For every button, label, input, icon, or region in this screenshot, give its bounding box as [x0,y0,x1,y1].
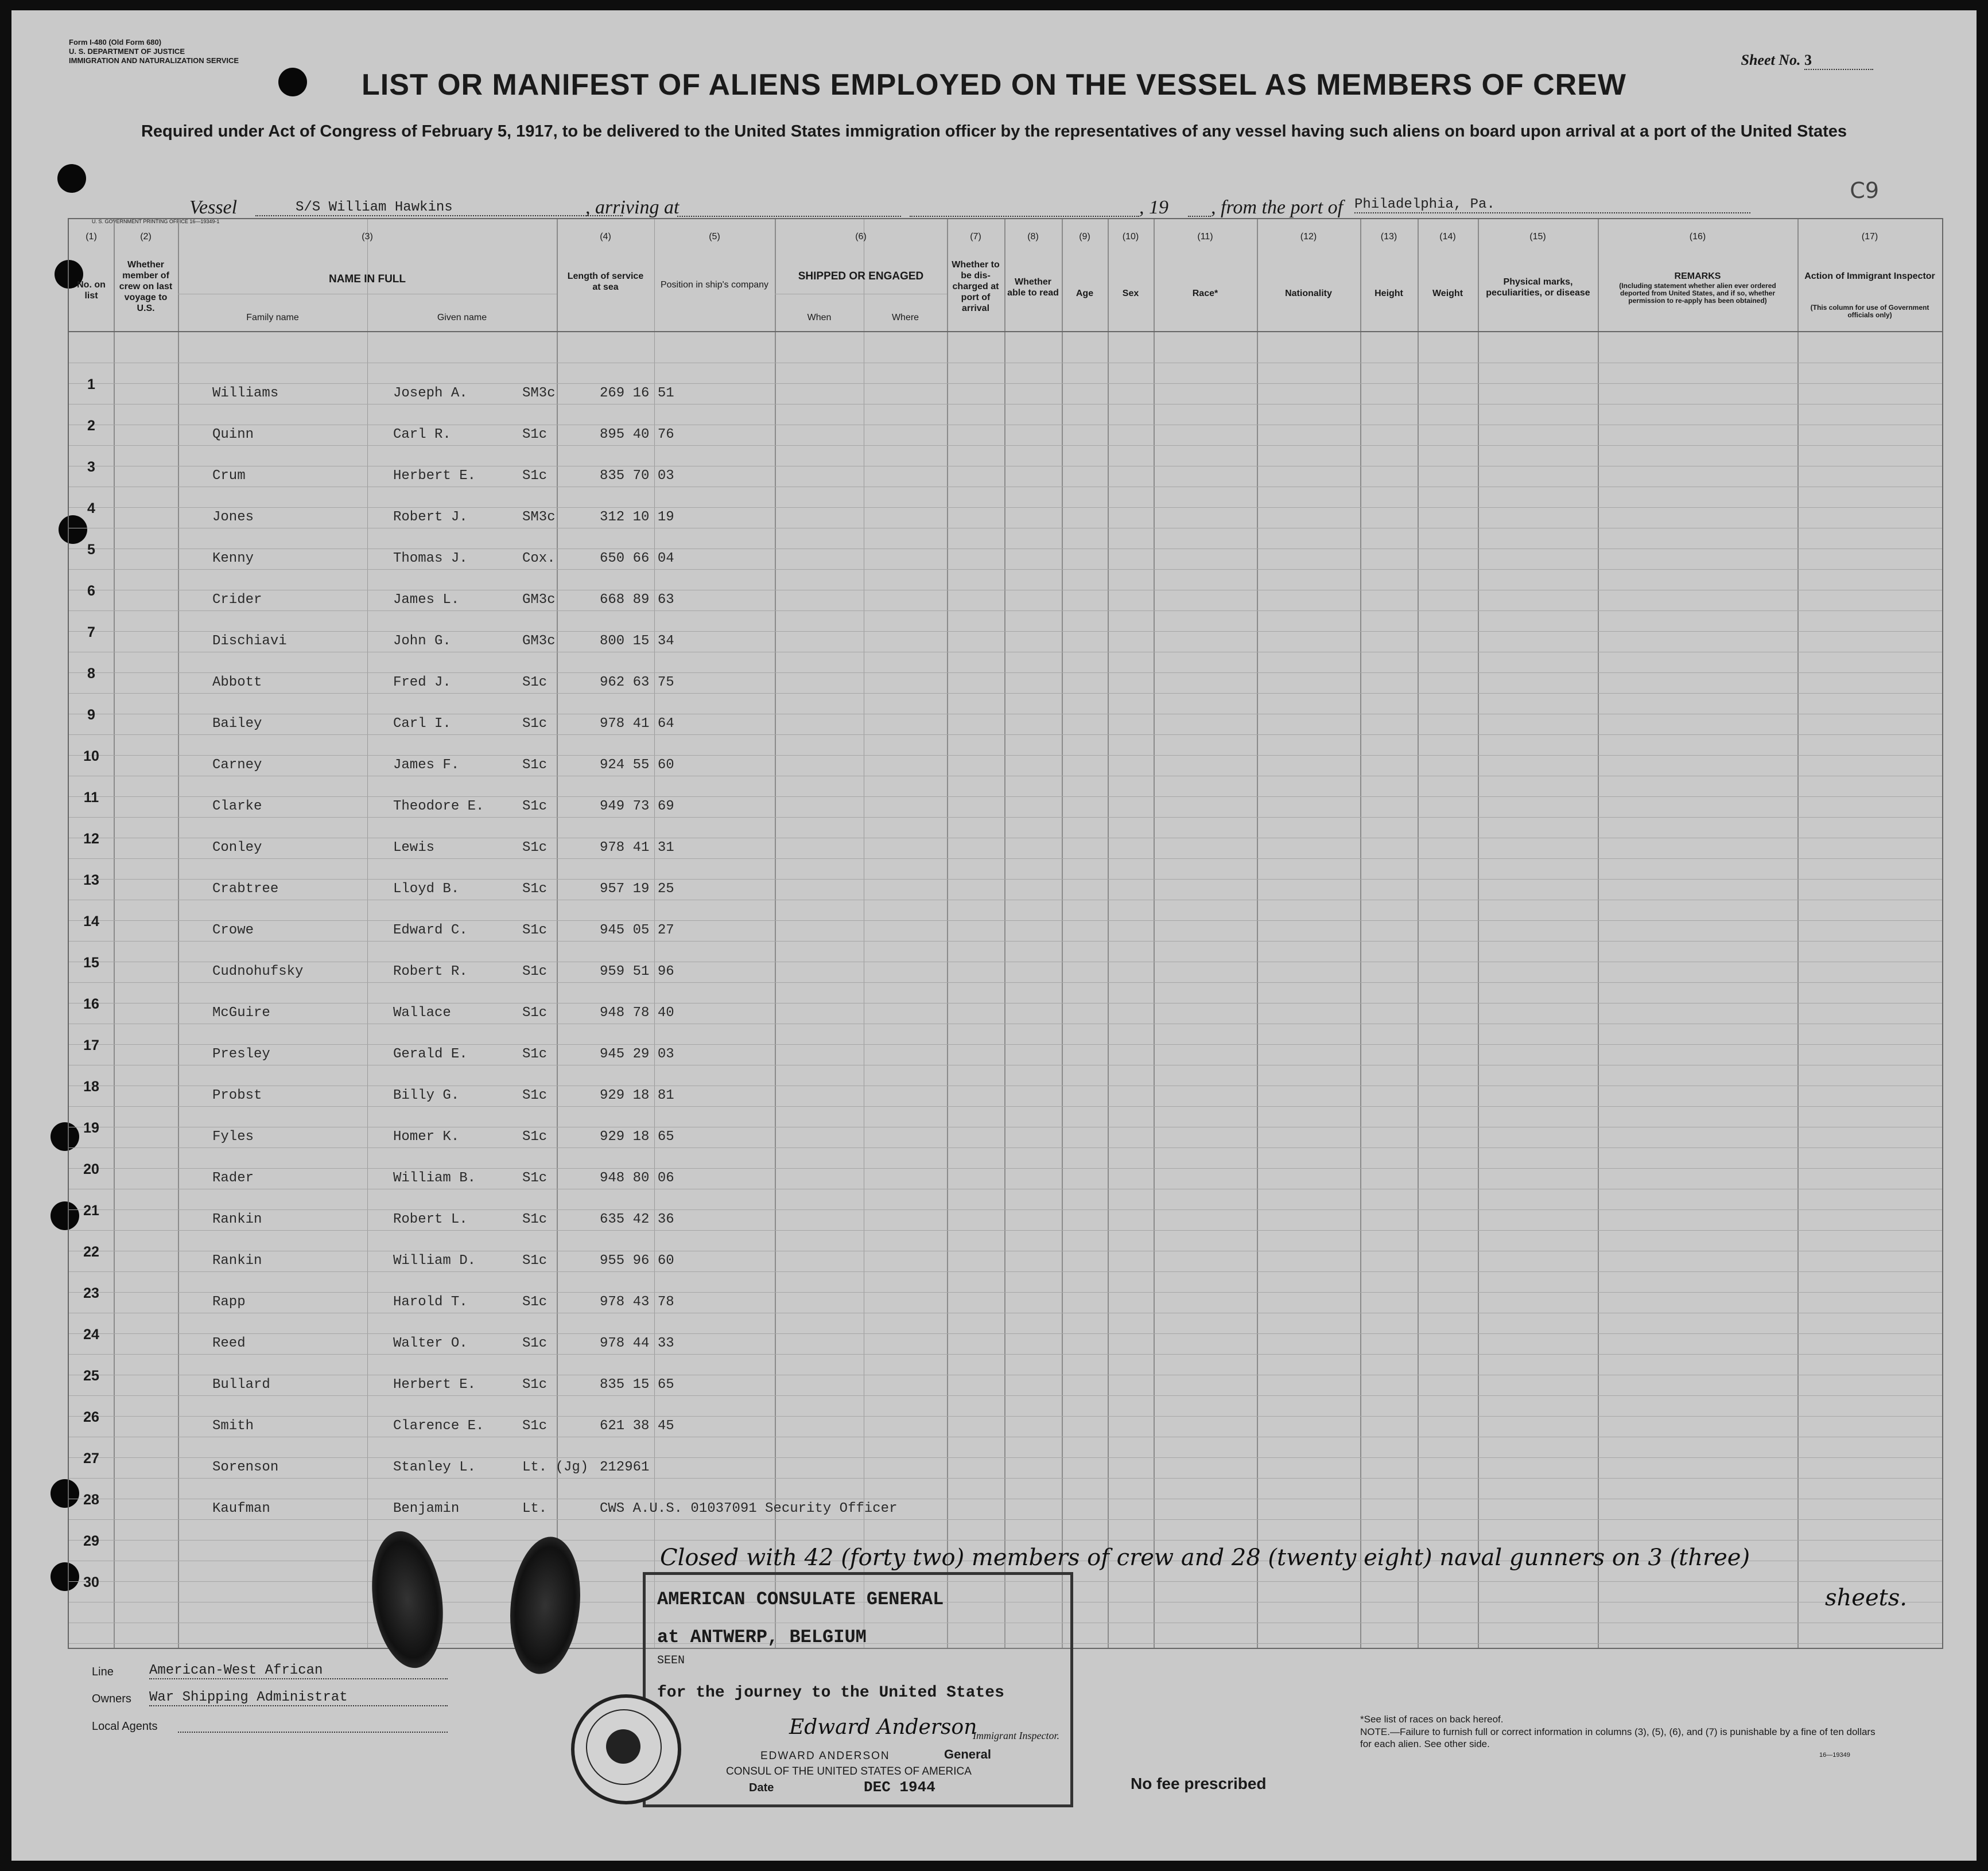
family-name: Rapp [212,1294,246,1310]
given-name: William B. [393,1170,476,1186]
service-number: 962 63 75 [600,675,674,690]
col-num: (12) [1300,232,1317,242]
row-number: 7 [87,624,95,640]
service-number: 945 29 03 [600,1047,674,1062]
col-num: (15) [1529,232,1546,242]
family-name: Clarke [212,799,262,814]
row-rule [69,693,1942,694]
row-number: 6 [87,583,95,599]
service-rating: S1c [522,1005,548,1021]
service-rating: Lt. [522,1501,548,1516]
no-fee-label: No fee prescribed [1131,1775,1267,1792]
row-rule [69,920,1942,921]
owners-label: Owners [92,1693,131,1705]
given-name: Carl I. [393,716,451,732]
service-rating: S1c [522,675,548,690]
service-rating: Cox. [522,551,556,566]
row-rule [69,1209,1942,1210]
given-name: Herbert E. [393,468,476,484]
row-rule [69,383,1942,384]
family-name: Bullard [212,1377,270,1392]
col-subheader-family: Family name [246,313,299,322]
given-name: Harold T. [393,1294,468,1310]
service-rating: S1c [522,1047,548,1062]
stamp-line3: SEEN [657,1654,685,1667]
year-label: , 19 [1139,197,1168,218]
col-header-action-note: (This column for use of Government officials only) [1810,304,1929,319]
stamp-line4: for the journey to the United States [657,1684,1004,1702]
page-subtitle: Required under Act of Congress of February 5, 1917, to be delivered to the United States immigration officer by the representatives of any vessel having such aliens on board upon arrival at a port of the United States [141,122,1847,141]
row-rule [69,1478,1942,1479]
punch-hole [57,164,86,193]
col-header-position: Position in ship's company [660,280,769,290]
service-number: 269 16 51 [600,386,674,401]
row-number: 20 [83,1161,99,1177]
row-number: 13 [83,872,99,888]
row-rule [69,1044,1942,1045]
row-rule [69,755,1942,756]
service-rating: S1c [522,1253,548,1269]
family-name: Conley [212,840,262,855]
arriving-label: , arriving at [585,197,680,218]
family-name: Smith [212,1418,254,1434]
row-number: 3 [87,459,95,475]
service-rating: S1c [522,1170,548,1186]
col-num: (7) [970,232,981,242]
row-rule [69,1395,1942,1396]
service-rating: S1c [522,1377,548,1392]
family-name: Williams [212,386,279,401]
family-name: Crabtree [212,881,279,897]
service-rating: S1c [522,757,548,773]
service-rating: Lt. (Jg) [522,1460,589,1475]
family-name: Kaufman [212,1501,270,1516]
vessel-name: S/S William Hawkins [255,200,623,216]
col-num: (6) [855,232,867,242]
service-rating: S1c [522,1294,548,1310]
row-number: 26 [83,1409,99,1425]
row-rule [69,1416,1942,1417]
col-header-remarks: REMARKS [1674,271,1721,281]
family-name: Crider [212,592,262,608]
row-number: 12 [83,831,99,847]
date-field [910,216,1139,217]
given-name: Carl R. [393,427,451,442]
service-rating: S1c [522,1088,548,1103]
given-name: John G. [393,633,451,649]
col-header-member: Whether member of crew on last voyage to U.S. [119,260,173,313]
row-number: 4 [87,500,95,516]
service-rating: S1c [522,716,548,732]
given-name: Walter O. [393,1336,468,1351]
service-number: 929 18 65 [600,1129,674,1145]
service-number: 835 15 65 [600,1377,674,1392]
row-number: 1 [87,376,95,392]
row-number: 17 [83,1037,99,1053]
given-name: Clarence E. [393,1418,484,1434]
row-number: 25 [83,1368,99,1384]
family-name: Fyles [212,1129,254,1145]
arriving-field [677,216,901,217]
row-rule [69,796,1942,797]
service-rating: S1c [522,427,548,442]
given-name: Fred J. [393,675,451,690]
family-name: Crowe [212,923,254,938]
port-name: Philadelphia, Pa. [1354,197,1750,213]
row-number: 8 [87,666,95,682]
col-header-race: Race* [1192,289,1218,298]
stamp-line2: at ANTWERP, BELGIUM [657,1627,867,1648]
row-number: 11 [83,789,99,806]
row-number: 19 [83,1120,99,1136]
service-number: 835 70 03 [600,468,674,484]
row-rule [69,569,1942,570]
row-number: 22 [83,1244,99,1260]
department: U. S. DEPARTMENT OF JUSTICE [69,47,185,56]
races-note: *See list of races on back hereof. [1360,1714,1504,1725]
row-number: 16 [83,996,99,1012]
eagle-icon [606,1729,640,1764]
service-number: 212961 [600,1460,650,1475]
row-number: 18 [83,1079,99,1095]
row-rule [69,1540,1942,1541]
owners-value: War Shipping Administrat [149,1690,448,1706]
col-subheader-where: Where [891,313,919,322]
service-rating: S1c [522,964,548,979]
row-rule [69,1168,1942,1169]
row-rule [69,858,1942,859]
row-rule [69,941,1942,942]
consul-signature: Edward Anderson [789,1716,977,1739]
col-header-age: Age [1075,289,1094,298]
row-rule [69,610,1942,611]
service-rating: SM3c [522,509,556,525]
given-name: Theodore E. [393,799,484,814]
year-field [1188,216,1211,217]
given-name: Robert R. [393,964,468,979]
col-num: (10) [1122,232,1139,242]
service-rating: S1c [522,923,548,938]
row-rule [69,817,1942,818]
service-number: 948 80 06 [600,1170,674,1186]
row-rule [69,1354,1942,1355]
service-number: 800 15 34 [600,633,674,649]
row-rule [69,1271,1942,1272]
row-rule [69,1333,1942,1334]
service-number: 635 42 36 [600,1212,674,1227]
line-value: American-West African [149,1663,448,1679]
family-name: Sorenson [212,1460,279,1475]
family-name: Rankin [212,1212,262,1227]
service-number: 945 05 27 [600,923,674,938]
family-name: Quinn [212,427,254,442]
col-header-sex: Sex [1122,289,1139,298]
given-name: Benjamin [393,1501,460,1516]
consul-title: General [944,1747,991,1761]
service-rating: S1c [522,840,548,855]
service-number: 955 96 60 [600,1253,674,1269]
service-number: 957 19 25 [600,881,674,897]
col-num: (4) [600,232,611,242]
family-name: Rader [212,1170,254,1186]
service-number: 978 43 78 [600,1294,674,1310]
col-num: (3) [362,232,373,242]
agents-field [178,1732,448,1733]
service-rating: GM3c [522,633,556,649]
row-number: 27 [83,1450,99,1467]
service-number: 895 40 76 [600,427,674,442]
row-number: 2 [87,418,95,434]
family-name: Rankin [212,1253,262,1269]
family-name: Crum [212,468,246,484]
service-rating: S1c [522,1129,548,1145]
given-name: Stanley L. [393,1460,476,1475]
closing-note-line1: Closed with 42 (forty two) members of crew and 28 (twenty eight) naval gunners on 3 (three) [660,1545,1750,1571]
service-number: 924 55 60 [600,757,674,773]
consulate-stamp [643,1572,1073,1807]
service-number: 668 89 63 [600,592,674,608]
col-num: (16) [1689,232,1706,242]
row-rule [69,1106,1942,1107]
given-name: Herbert E. [393,1377,476,1392]
row-rule [69,631,1942,632]
family-name: Presley [212,1047,270,1062]
given-name: Gerald E. [393,1047,468,1062]
consul-line: CONSUL OF THE UNITED STATES OF AMERICA [726,1765,972,1777]
row-rule [69,982,1942,983]
family-name: Abbott [212,675,262,690]
family-name: Cudnohufsky [212,964,304,979]
service-number: 948 78 40 [600,1005,674,1021]
col-header-remarks-note: (Including statement whether alien ever ordered deported from United States, and if so, whether permission to re-apply has been obtained) [1619,282,1776,305]
stamp-line1: AMERICAN CONSULATE GENERAL [657,1589,944,1610]
family-name: Kenny [212,551,254,566]
row-rule [69,734,1942,735]
service-number: 650 66 04 [600,551,674,566]
row-number: 24 [83,1327,99,1343]
col-header-no: No. on list [77,280,106,301]
given-name: Thomas J. [393,551,468,566]
given-name: Homer K. [393,1129,460,1145]
row-number: 28 [83,1492,99,1508]
sheet-number: 3 [1804,52,1873,70]
given-name: Joseph A. [393,386,468,401]
col-num: (13) [1380,232,1397,242]
date-label: Date [749,1781,774,1794]
row-number: 23 [83,1285,99,1301]
given-name: Lewis [393,840,435,855]
family-name: Probst [212,1088,262,1103]
closing-note-line2: sheets. [1825,1585,1907,1611]
row-number: 9 [87,707,95,723]
family-name: Carney [212,757,262,773]
sheet-label: Sheet No. [1741,52,1801,68]
service-rating: S1c [522,799,548,814]
line-label: Line [92,1666,114,1678]
col-num: (9) [1079,232,1090,242]
service-number: 929 18 81 [600,1088,674,1103]
row-number: 15 [83,955,99,971]
row-number: 5 [87,542,95,558]
col-subheader-when: When [807,313,832,322]
col-num: (5) [709,232,720,242]
vessel-label: Vessel [189,197,238,218]
given-name: Robert J. [393,509,468,525]
port-label: , from the port of [1211,197,1344,218]
service-rating: S1c [522,1336,548,1351]
service-number: 621 38 45 [600,1418,674,1434]
row-number: 10 [83,748,99,764]
agents-label: Local Agents [92,1720,158,1733]
form-number: Form I-480 (Old Form 680) [69,38,162,46]
date-stamp: DEC 1944 [864,1779,935,1796]
service-number: 978 41 64 [600,716,674,732]
given-name: James L. [393,592,460,608]
row-rule [69,1457,1942,1458]
given-name: James F. [393,757,460,773]
service-rating: GM3c [522,592,556,608]
col-num: (11) [1197,232,1213,242]
col-header-name: NAME IN FULL [328,273,406,285]
col-num: (14) [1439,232,1456,242]
crew-manifest-table [68,218,1943,1649]
service: IMMIGRATION AND NATURALIZATION SERVICE [69,56,239,65]
corner-mark: C9 [1850,178,1879,203]
print-code: 16—19349 [1819,1752,1850,1759]
col-header-action: Action of Immigrant Inspector [1804,271,1935,281]
family-name: Jones [212,509,254,525]
given-name: Lloyd B. [393,881,460,897]
family-name: Dischiavi [212,633,287,649]
col-header-read: Whether able to read [1007,277,1059,298]
service-rating: SM3c [522,386,556,401]
col-num: (8) [1027,232,1039,242]
service-number: 978 41 31 [600,840,674,855]
service-number: 978 44 33 [600,1336,674,1351]
row-number: 30 [83,1574,99,1590]
col-header-discharged: Whether to be dis-charged at port of arrival [952,260,1000,313]
inspector-label: Immigrant Inspector. [973,1730,1059,1741]
row-rule [69,672,1942,673]
family-name: Reed [212,1336,246,1351]
row-rule [69,1292,1942,1293]
service-number: CWS A.U.S. 01037091 Security Officer [600,1501,898,1516]
service-rating: S1c [522,1418,548,1434]
row-rule [69,507,1942,508]
row-rule [69,445,1942,446]
service-rating: S1c [522,881,548,897]
col-header-weight: Weight [1432,289,1463,298]
col-header-nationality: Nationality [1285,289,1332,298]
given-name: Billy G. [393,1088,460,1103]
row-number: 29 [83,1533,99,1549]
consul-name: EDWARD ANDERSON [760,1750,890,1762]
col-header-height: Height [1374,289,1403,298]
col-num: (1) [86,232,97,242]
service-number: 312 10 19 [600,509,674,525]
given-name: Wallace [393,1005,451,1021]
printing-office-note: U. S. GOVERNMENT PRINTING OFFICE 16—19349-1 [92,219,220,224]
given-name: William D. [393,1253,476,1269]
col-header-shipped: SHIPPED OR ENGAGED [798,270,924,282]
given-name: Edward C. [393,923,468,938]
family-name: McGuire [212,1005,270,1021]
col-header-physical: Physical marks, peculiarities, or disease [1486,277,1590,298]
col-subheader-given: Given name [437,313,487,322]
service-number: 959 51 96 [600,964,674,979]
row-rule [69,1230,1942,1231]
service-rating: S1c [522,468,548,484]
manifest-page [11,10,1977,1861]
row-number: 14 [83,913,99,929]
col-header-service: Length of service at sea [567,271,644,292]
consulate-seal-stamp [571,1694,681,1804]
given-name: Robert L. [393,1212,468,1227]
col-num: (2) [140,232,152,242]
page-title: LIST OR MANIFEST OF ALIENS EMPLOYED ON THE VESSEL AS MEMBERS OF CREW [362,68,1626,102]
row-rule [69,1519,1942,1520]
service-rating: S1c [522,1212,548,1227]
penalty-note: NOTE.—Failure to furnish full or correct information in columns (3), (5), (6), and (7) is punishable by a fine of ten dollars for each alien. See other side. [1360,1726,1876,1749]
col-num: (17) [1861,232,1878,242]
family-name: Bailey [212,716,262,732]
row-number: 21 [83,1203,99,1219]
row-rule [69,879,1942,880]
service-number: 949 73 69 [600,799,674,814]
